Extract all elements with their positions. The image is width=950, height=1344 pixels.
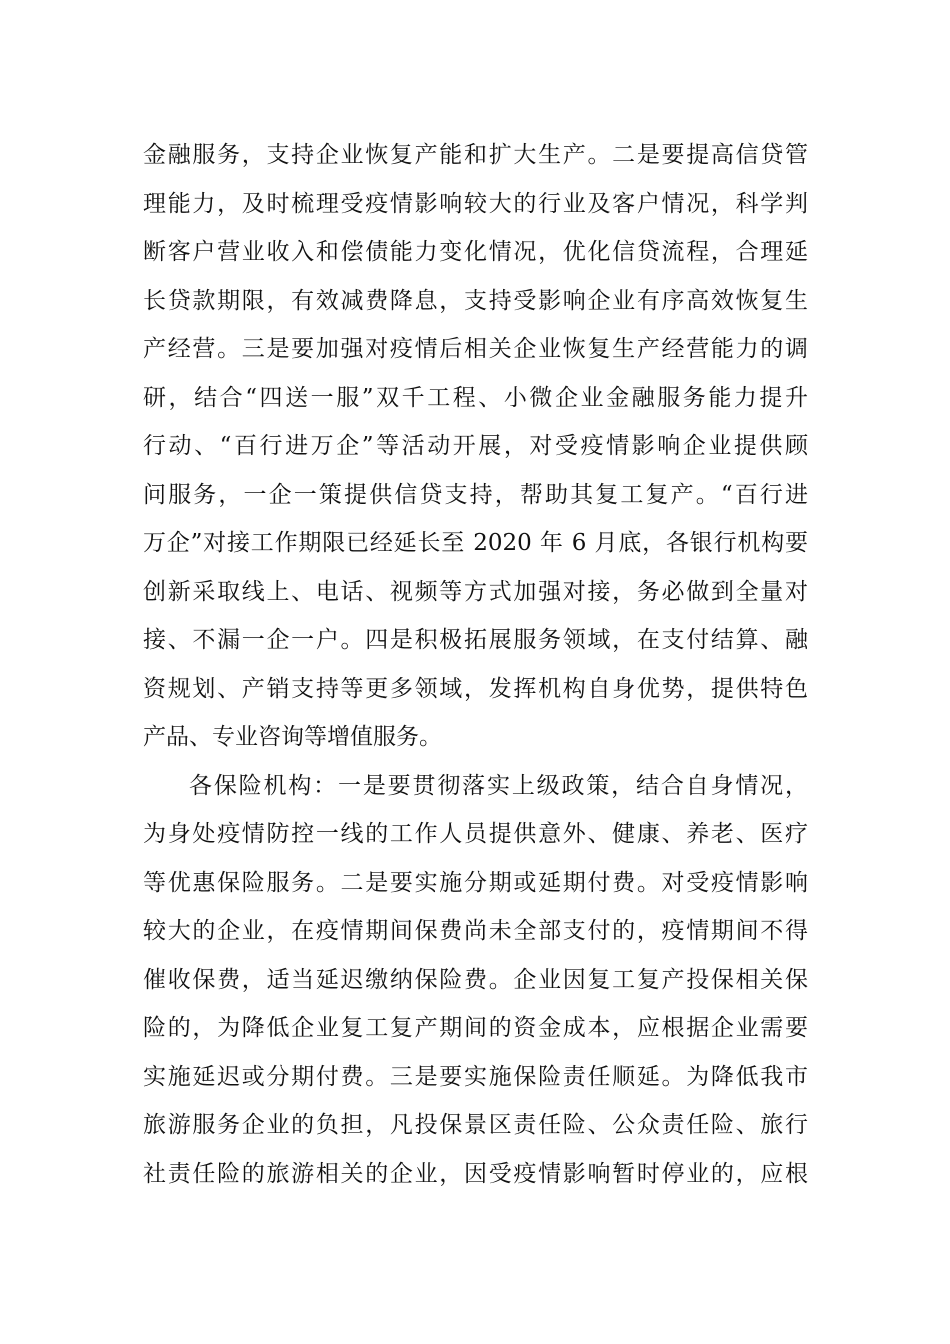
text-line: 接、不漏一企一户。四是积极拓展服务领域，在支付结算、融 bbox=[143, 627, 808, 653]
text-line: 研，结合“四送一服”双千工程、小微企业金融服务能力提升 bbox=[143, 384, 808, 411]
paragraph-end-line: 产品、专业咨询等增值服务。 bbox=[143, 724, 442, 750]
text-line: 社责任险的旅游相关的企业，因受疫情影响暂时停业的，应根 bbox=[143, 1160, 808, 1187]
text-line: 产经营。三是要加强对疫情后相关企业恢复生产经营能力的调 bbox=[143, 336, 808, 362]
text-line: 催收保费，适当延迟缴纳保险费。企业因复工复产投保相关保 bbox=[143, 966, 808, 993]
text-line: 旅游服务企业的负担，凡投保景区责任险、公众责任险、旅行 bbox=[143, 1112, 808, 1138]
paragraph-start-line: 各保险机构：一是要贯彻落实上级政策，结合自身情况， bbox=[189, 772, 808, 799]
text-line: 断客户营业收入和偿债能力变化情况，优化信贷流程，合理延 bbox=[143, 239, 808, 265]
text-line: 行动、“百行进万企”等活动开展，对受疫情影响企业提供顾 bbox=[143, 433, 808, 459]
body-text bbox=[143, 131, 808, 1198]
text-line: 资规划、产销支持等更多领域，发挥机构自身优势，提供特色 bbox=[143, 675, 808, 702]
text-line: 创新采取线上、电话、视频等方式加强对接，务必做到全量对 bbox=[143, 578, 808, 605]
text-line: 问服务，一企一策提供信贷支持，帮助其复工复产。“百行进 bbox=[143, 481, 808, 508]
text-line: 较大的企业，在疫情期间保费尚未全部支付的，疫情期间不得 bbox=[143, 918, 808, 944]
text-line: 长贷款期限，有效减费降息，支持受影响企业有序高效恢复生 bbox=[143, 287, 808, 314]
text-line: 金融服务，支持企业恢复产能和扩大生产。二是要提高信贷管 bbox=[143, 142, 808, 168]
text-line: 等优惠保险服务。二是要实施分期或延期付费。对受疫情影响 bbox=[143, 869, 808, 896]
text-line: 万企”对接工作期限已经延长至 2020 年 6 月底，各银行机构要 bbox=[143, 530, 808, 556]
text-line: 实施延迟或分期付费。三是要实施保险责任顺延。为降低我市 bbox=[143, 1063, 808, 1090]
text-line: 为身处疫情防控一线的工作人员提供意外、健康、养老、医疗 bbox=[143, 821, 808, 847]
text-line: 理能力，及时梳理受疫情影响较大的行业及客户情况，科学判 bbox=[143, 190, 808, 217]
text-line: 险的，为降低企业复工复产期间的资金成本，应根据企业需要 bbox=[143, 1015, 808, 1041]
